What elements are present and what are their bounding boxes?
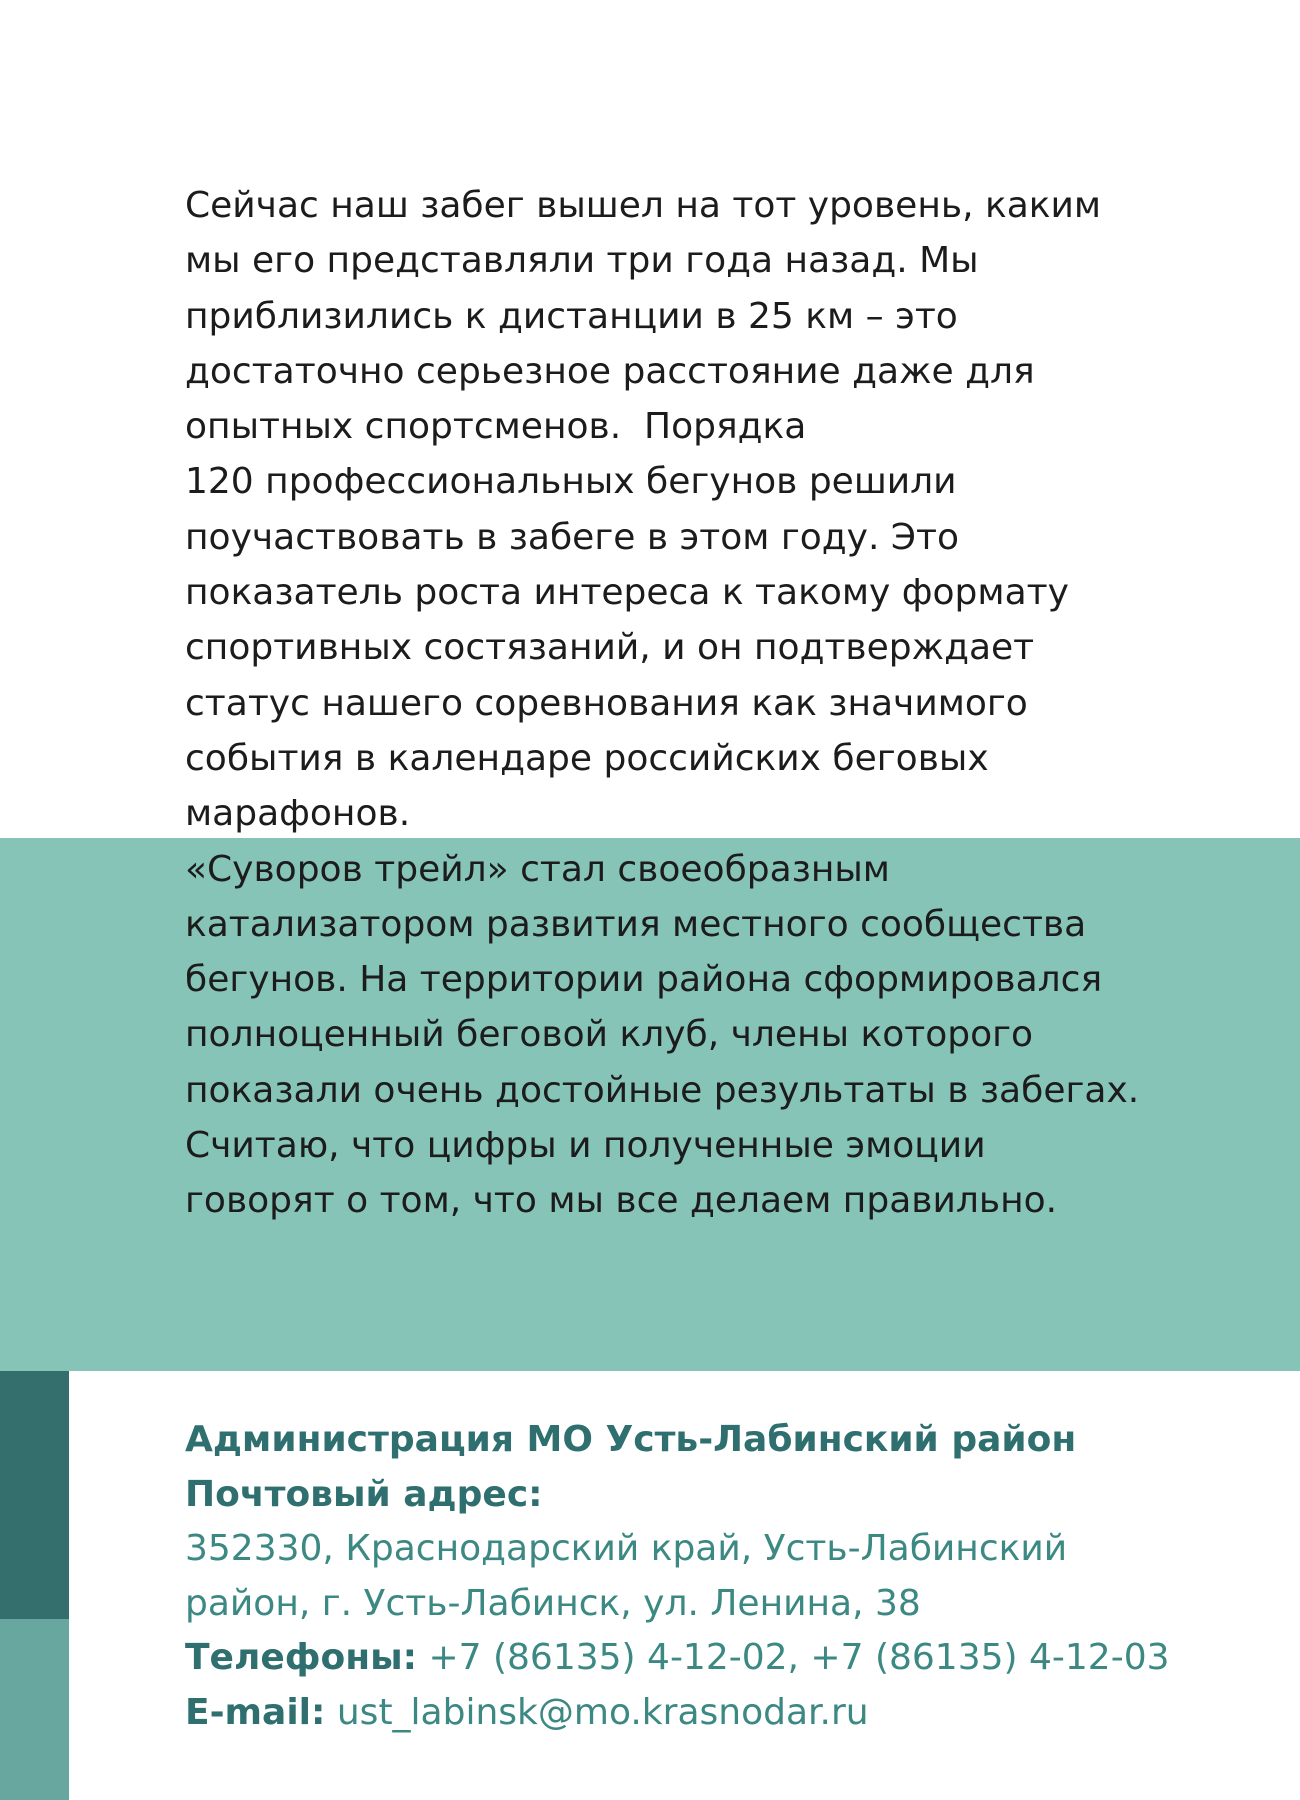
body-line: бегунов. На территории района сформировался (185, 959, 1103, 1001)
body-line: поучаствовать в забеге в этом году. Это (185, 516, 959, 558)
sidebar-accent-light (0, 1619, 69, 1800)
phones-label: Телефоны: (185, 1637, 418, 1678)
body-line: 120 профессиональных бегунов решили (185, 461, 957, 503)
email-row (185, 1686, 1285, 1741)
body-line: «Суворов трейл» стал своеобразным (185, 848, 890, 890)
postal-address-label: Почтовый адрес: (185, 1473, 543, 1515)
body-line: события в календаре российских беговых (185, 737, 989, 779)
body-line: Сейчас наш забег вышел на тот уровень, каким (185, 185, 1102, 226)
body-line: опытных спортсменов. Порядка (185, 406, 807, 448)
sidebar-accent-dark (0, 1371, 69, 1619)
body-line: мы его представляли три года назад. Мы (185, 240, 979, 282)
body-line: марафонов. (185, 793, 411, 835)
body-line: достаточно серьезное расстояние даже для (185, 350, 1035, 392)
contact-block (185, 1413, 1285, 1740)
address-line: 352330, Краснодарский край, Усть-Лабинский (185, 1528, 1068, 1569)
quote-body-text (185, 178, 1245, 1229)
body-line: приблизились к дистанции в 25 км – это (185, 295, 958, 337)
body-line: спортивных состязаний, и он подтверждает (185, 627, 1035, 669)
body-line: Считаю, что цифры и полученные эмоции (185, 1125, 986, 1167)
phones-value: +7 (86135) 4-12-02, +7 (86135) 4-12-03 (417, 1637, 1170, 1678)
body-line: показали очень достойные результаты в забегах. (185, 1069, 1140, 1111)
organization-name: Администрация МО Усть-Лабинский район (185, 1419, 1077, 1460)
address-line: район, г. Усть-Лабинск, ул. Ленина, 38 (185, 1582, 921, 1624)
phones-row (185, 1631, 1285, 1686)
body-line: катализатором развития местного сообщества (185, 903, 1087, 945)
body-line: статус нашего соревнования как значимого (185, 682, 1028, 724)
body-line: показатель роста интереса к такому формату (185, 572, 1069, 614)
body-line: говорят о том, что мы все делаем правильно. (185, 1180, 1058, 1222)
email-value[interactable]: ust_labinsk@mo.krasnodar.ru (325, 1691, 869, 1733)
body-line: полноценный беговой клуб, члены которого (185, 1014, 1034, 1056)
email-label: E-mail: (185, 1691, 326, 1733)
